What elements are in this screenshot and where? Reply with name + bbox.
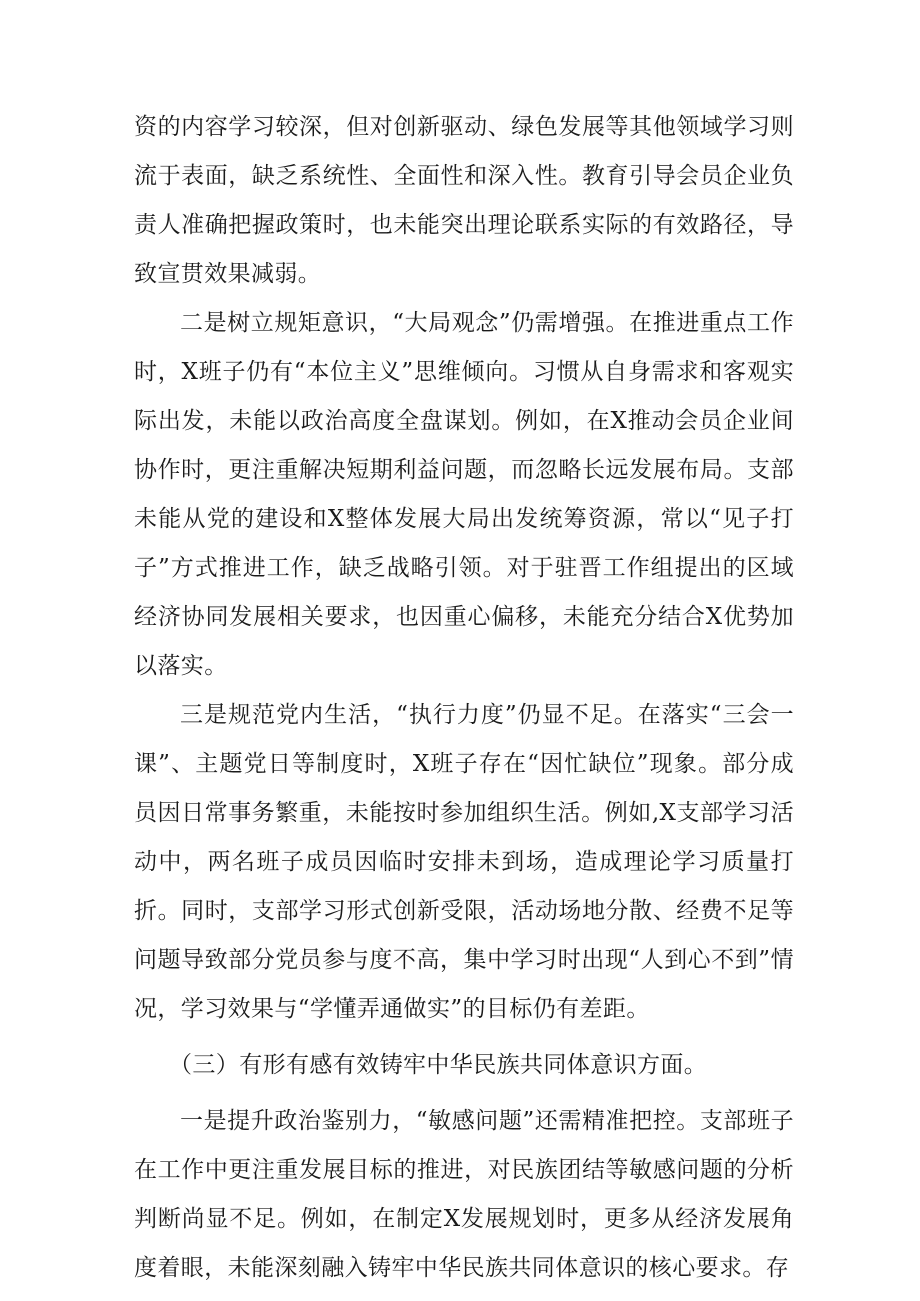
paragraph-continuation: 资的内容学习较深，但对创新驱动、绿色发展等其他领域学习则流于表面，缺乏系统性、全面性和深入性。教育引导会员企业负责人准确把握政策时，也未能突出理论联系实际的有效路径，导致宣贯效果减弱。 [134, 114, 794, 287]
paragraph-party-life: 三是规范党内生活，“执行力度”仍显不足。在落实“三会一课”、主题党日等制度时，X班子存在“因忙缺位”现象。部分成员因日常事务繁重，未能按时参加组织生活。例如,X支部学习活动中，两名班子成员因临时安排未到场，造成理论学习质量打折。同时，支部学习形式创新受限，活动场地分散、经费不足等问题导致部分党员参与度不高，集中学习时出现“人到心不到”情况，学习效果与“学懂弄通做实”的目标仍有差距。 [134, 702, 794, 1022]
document-body [134, 103, 794, 1293]
paragraph-rules-awareness: 二是树立规矩意识，“大局观念”仍需增强。在推进重点工作时，X班子仍有“本位主义”思维倾向。习惯从自身需求和客观实际出发，未能以政治高度全盘谋划。例如，在X推动会员企业间协作时，更注重解决短期利益问题，而忽略长远发展布局。支部未能从党的建设和X整体发展大局出发统筹资源，常以“见子打子”方式推进工作，缺乏战略引领。对于驻晋工作组提出的区域经济协同发展相关要求，也因重心偏移，未能充分结合X优势加以落实。 [134, 310, 794, 679]
section-heading: （三）有形有感有效铸牢中华民族共同体意识方面。 [169, 1052, 708, 1078]
paragraph-political-discernment: 一是提升政治鉴别力，“敏感问题”还需精准把控。支部班子在工作中更注重发展目标的推进，对民族团结等敏感问题的分析判断尚显不足。例如，在制定X发展规划时，更多从经济发展角度着眼，未能深刻融入铸牢中华民族共同体意识的核心要求。存 [134, 1108, 794, 1281]
